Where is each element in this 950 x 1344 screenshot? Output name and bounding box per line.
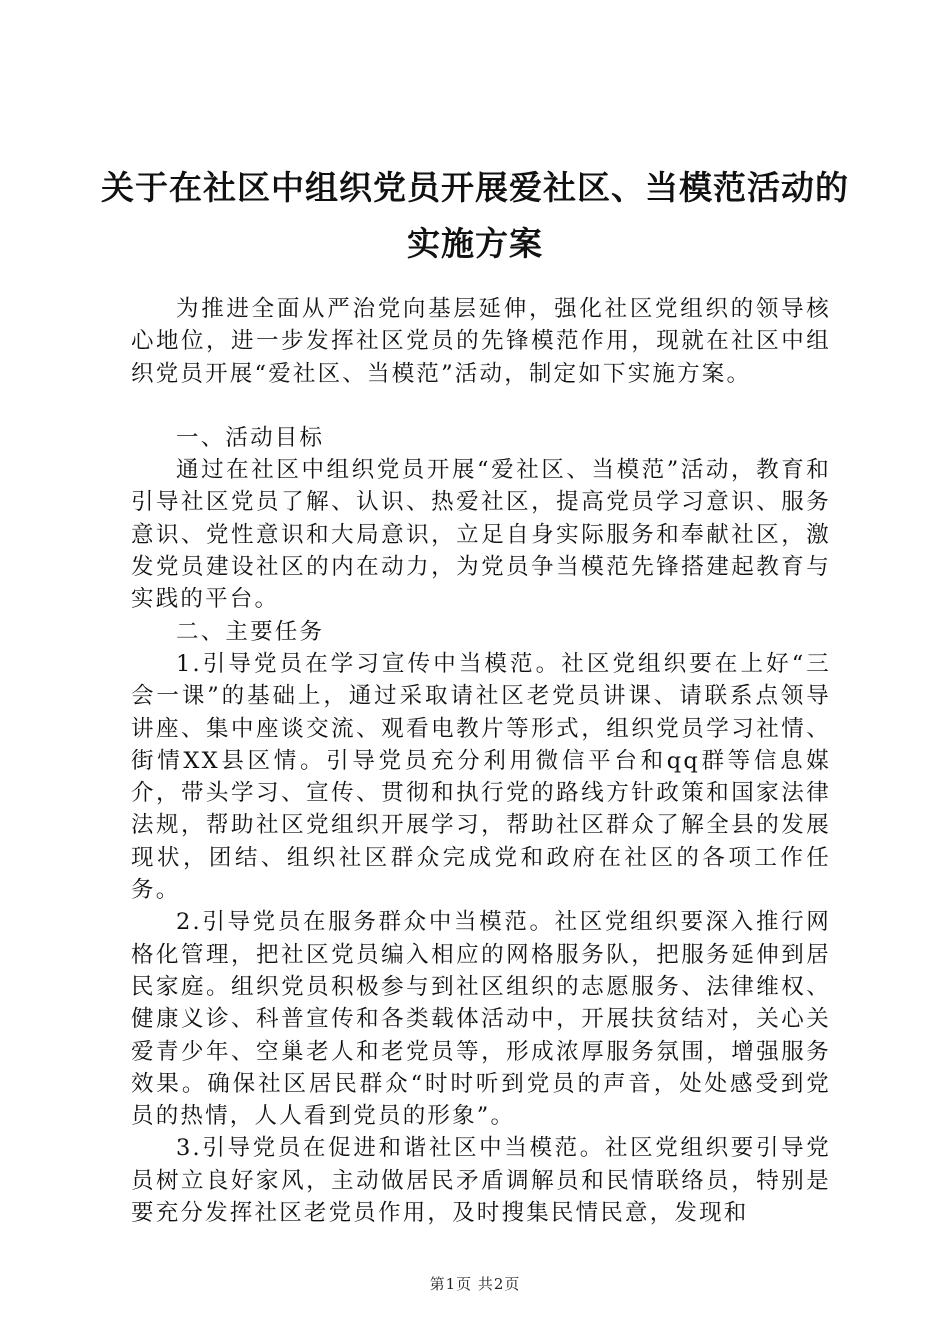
- paragraph-task-2: 2.引导党员在服务群众中当模范。社区党组织要深入推行网格化管理，把社区党员编入相应的网格服务队，把服务延伸到居民家庭。组织党员积极参与到社区组织的志愿服务、法律维权、健康义诊、科普宣传和各类载体活动中，开展扶贫结对，关心关爱青少年、空巢老人和老党员等，形成浓厚服务氛围，增强服务效果。确保社区居民群众“时时听到党员的声音，处处感受到党员的热情，人人看到党员的形象”。: [131, 909, 831, 1130]
- paragraph-task-1: 1.引导党员在学习宣传中当模范。社区党组织要在上好“三会一课”的基础上，通过采取请社区老党员讲课、请联系点领导讲座、集中座谈交流、观看电教片等形式，组织党员学习社情、街情XX县区情。引导党员充分利用微信平台和qq群等信息媒介，带头学习、宣传、贯彻和执行党的路线方针政策和国家法律法规，帮助社区党组织开展学习，帮助社区群众了解全县的发展现状，团结、组织社区群众完成党和政府在社区的各项工作任务。: [131, 650, 831, 904]
- document-title: 关于在社区中组织党员开展爱社区、当模范活动的实施方案: [101, 168, 849, 263]
- page-number-footer: 第1页 共2页: [429, 1275, 521, 1293]
- paragraph-activity-goals: 通过在社区中组织党员开展“爱社区、当模范”活动，教育和引导社区党员了解、认识、热爱社区，提高党员学习意识、服务意识、党性意识和大局意识，立足自身实际服务和奉献社区，激发党员建设社区的内在动力，为党员争当模范先锋搭建起教育与实践的平台。: [131, 457, 831, 613]
- paragraph-task-3: 3.引导党员在促进和谐社区中当模范。社区党组织要引导党员树立良好家风，主动做居民矛盾调解员和民情联络员，特别是要充分发挥社区老党员作用，及时搜集民情民意，发现和: [131, 1135, 831, 1227]
- heading-activity-goals: 一、活动目标: [176, 424, 325, 451]
- document-body: [131, 293, 831, 1229]
- paragraph-intro: 为推进全面从严治党向基层延伸，强化社区党组织的领导核心地位，进一步发挥社区党员的先锋模范作用，现就在社区中组织党员开展“爱社区、当模范”活动，制定如下实施方案。: [131, 296, 831, 387]
- heading-main-tasks: 二、主要任务: [176, 618, 325, 645]
